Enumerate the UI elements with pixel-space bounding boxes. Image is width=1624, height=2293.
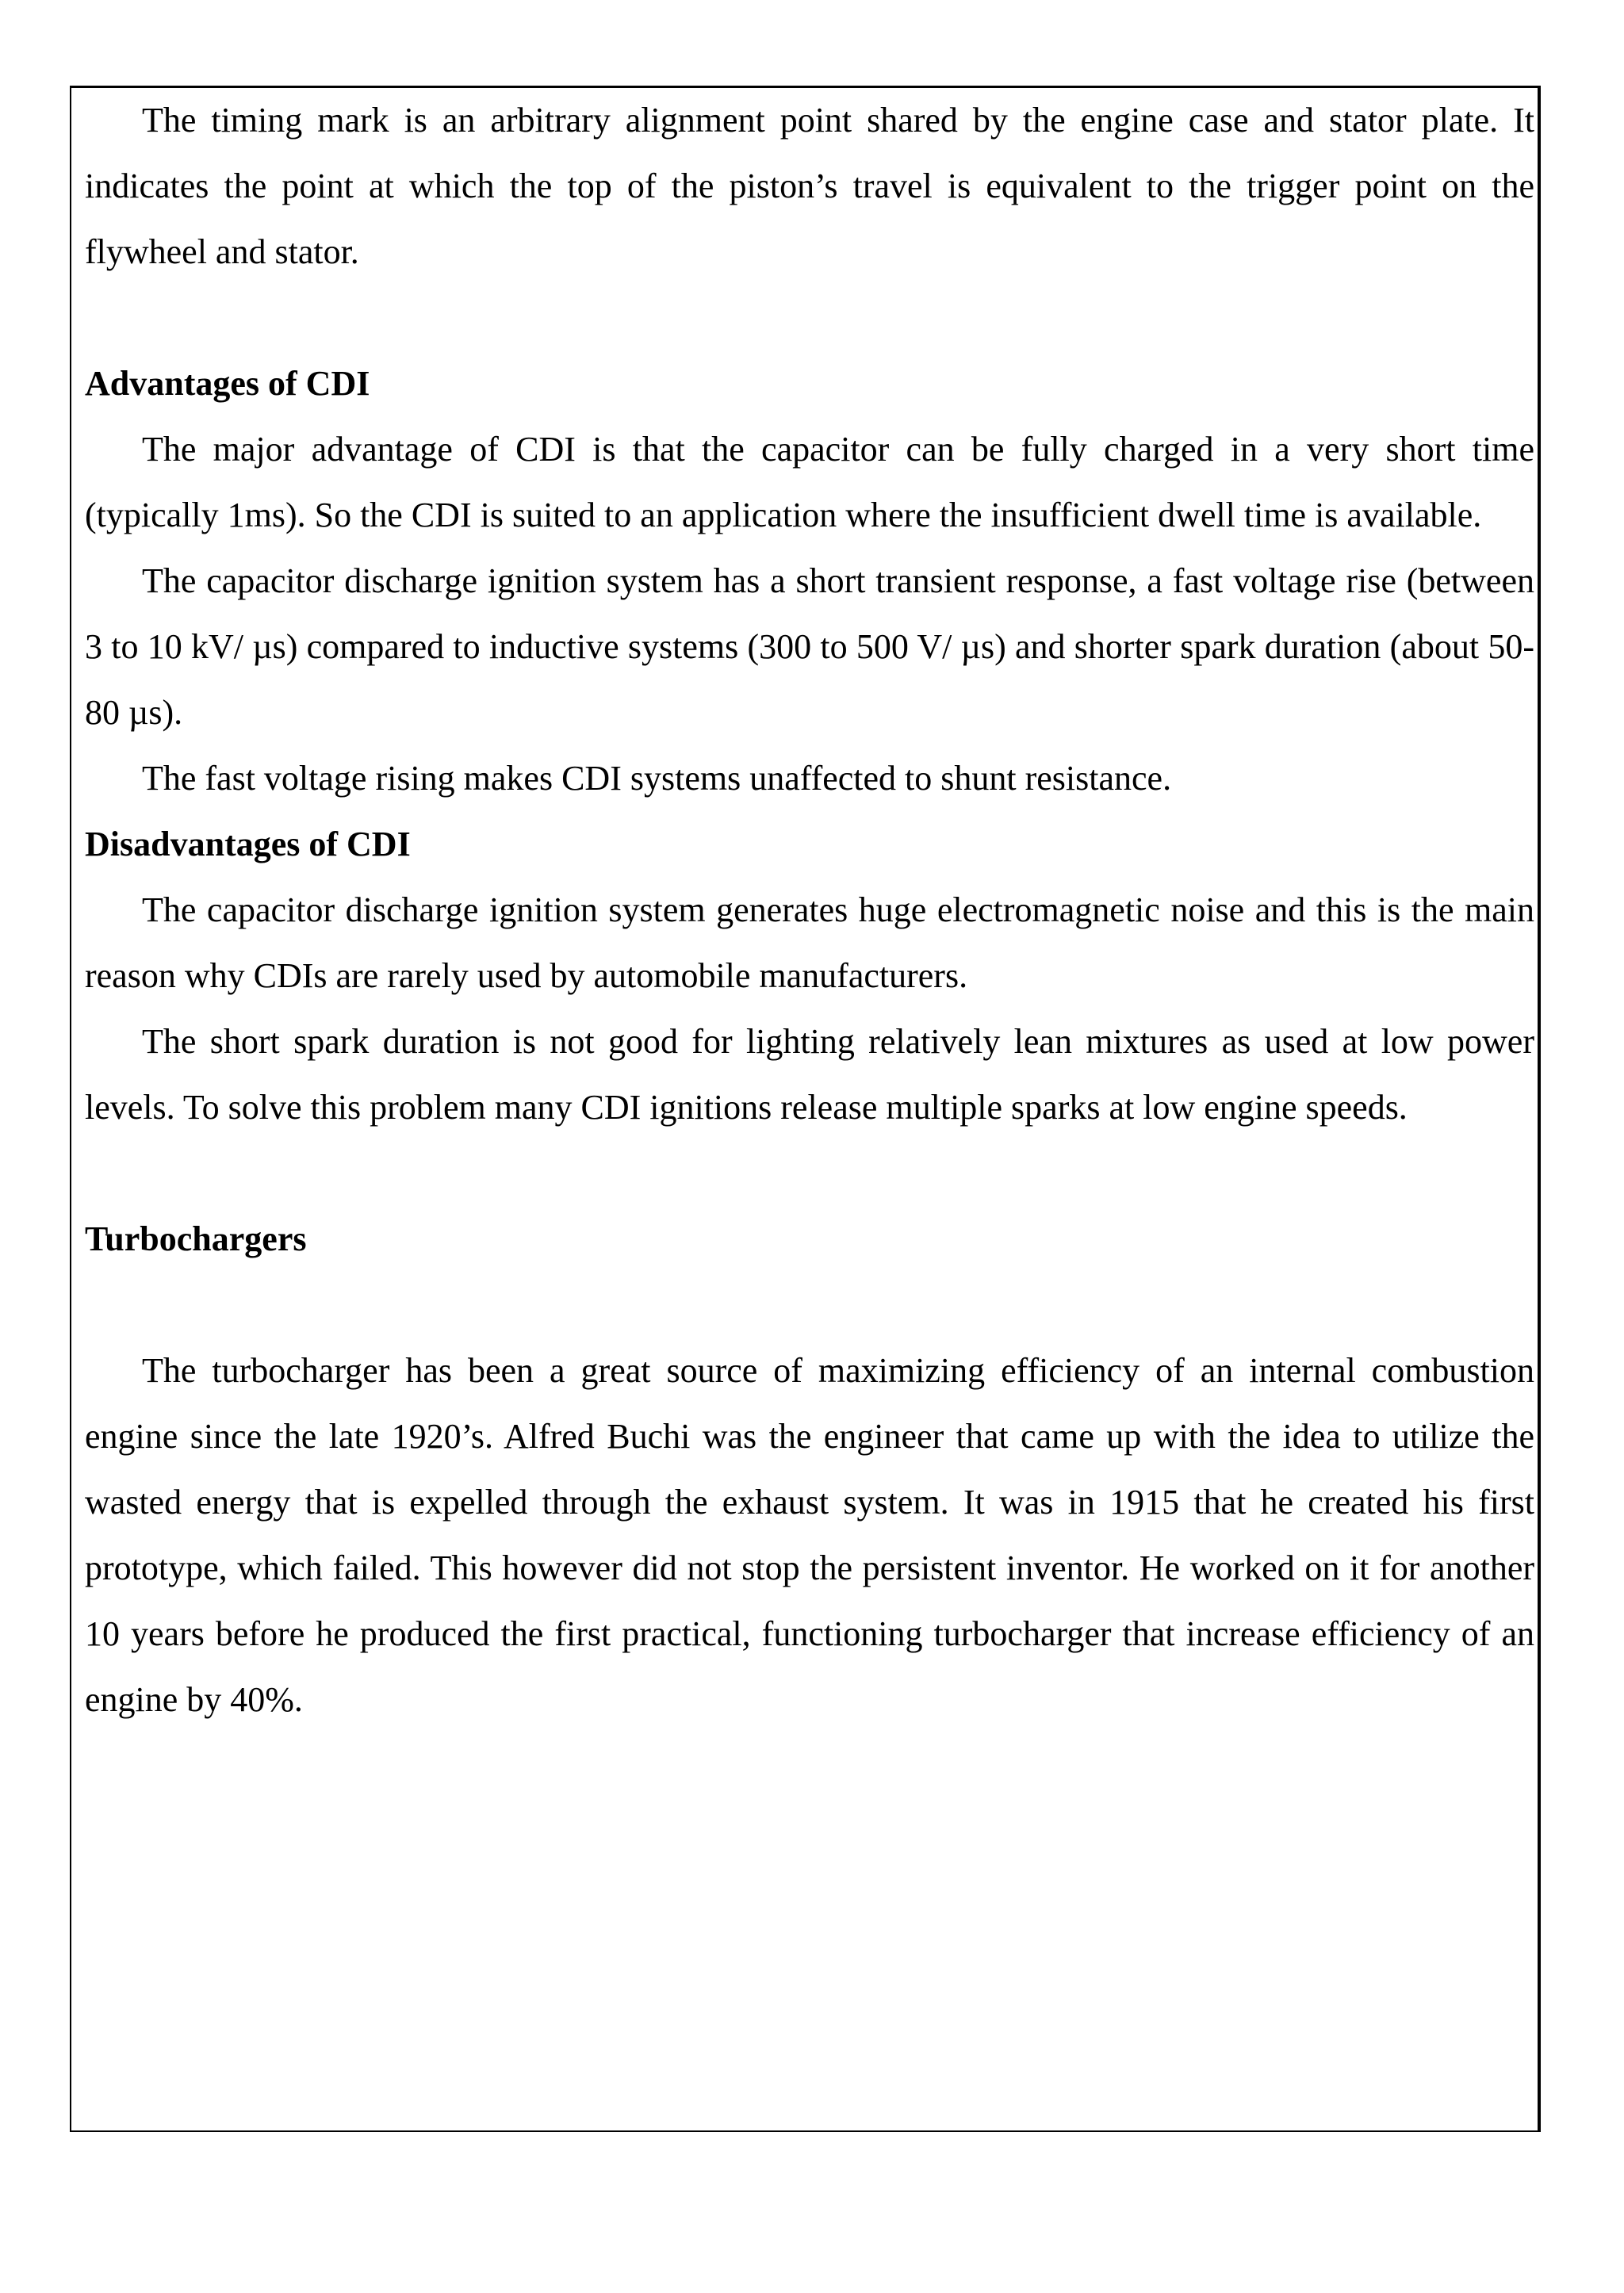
heading-turbochargers: Turbochargers bbox=[85, 1219, 307, 1258]
paragraph-timing-mark: The timing mark is an arbitrary alignment point shared by the engine case and stator plate. It indicates the point at which the top of the piston’s travel is equivalent to the trigger point on the flywheel and stator. bbox=[85, 101, 1534, 271]
heading-advantages-of-cdi: Advantages of CDI bbox=[85, 364, 370, 403]
blank-line bbox=[85, 1140, 1534, 1206]
paragraph-cdi-advantage-charge: The major advantage of CDI is that the capacitor can be fully charged in a very short time (typically 1ms). So the CDI is suited to an application where the insufficient dwell time is available. bbox=[85, 430, 1534, 534]
paragraph-cdi-short-spark: The short spark duration is not good for lighting relatively lean mixtures as used at low power levels. To solve this problem many CDI ignitions release multiple sparks at low engine speeds. bbox=[85, 1022, 1534, 1127]
heading-disadvantages-of-cdi: Disadvantages of CDI bbox=[85, 825, 411, 863]
document-body bbox=[85, 87, 1534, 1732]
blank-line bbox=[85, 285, 1534, 350]
paragraph-cdi-noise: The capacitor discharge ignition system generates huge electromagnetic noise and this is the main reason why CDIs are rarely used by automobile manufacturers. bbox=[85, 890, 1534, 995]
paragraph-turbocharger-history: The turbocharger has been a great source of maximizing efficiency of an internal combustion engine since the late 1920’s. Alfred Buchi was the engineer that came up with the idea to utilize the wasted energy that is expelled through the exhaust system. It was in 1915 that he created his first prototype, which failed. This however did not stop the persistent inventor. He worked on it for another 10 years before he produced the first practical, functioning turbocharger that increase efficiency of an engine by 40%. bbox=[85, 1351, 1534, 1719]
paragraph-cdi-shunt-resistance: The fast voltage rising makes CDI systems unaffected to shunt resistance. bbox=[142, 759, 1172, 798]
paragraph-cdi-transient-response: The capacitor discharge ignition system has a short transient response, a fast voltage rise (between 3 to 10 kV/ µs) compared to inductive systems (300 to 500 V/ µs) and shorter spark duration (about 50-80 µs). bbox=[85, 561, 1534, 732]
blank-line bbox=[85, 1272, 1534, 1338]
